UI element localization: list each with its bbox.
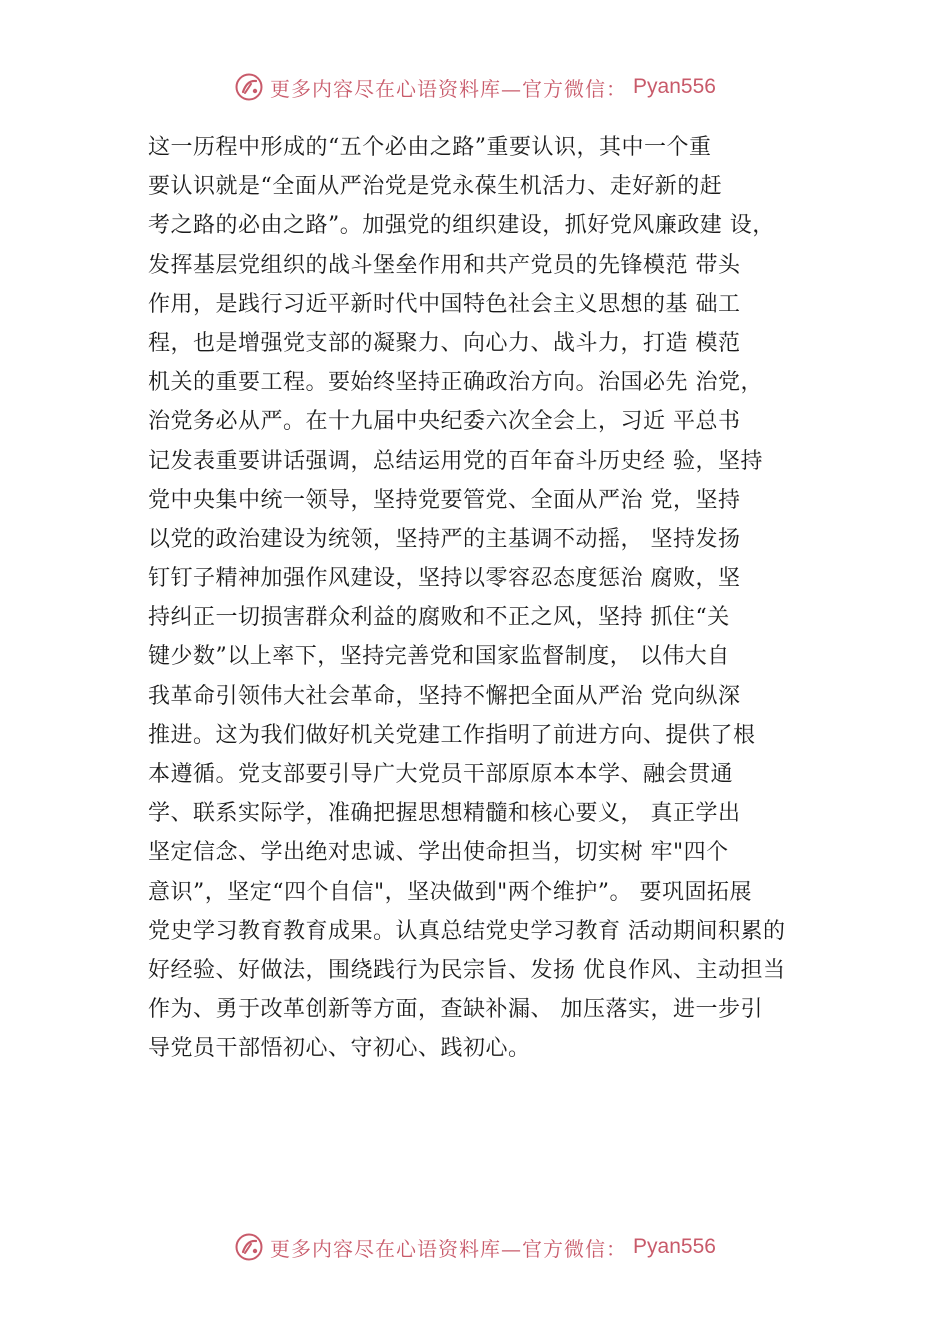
header-wechat-id: Pyan556: [633, 75, 716, 98]
text-line: 考之路的必由之路”。加强党的组织建设，抓好党风廉政建 设，: [148, 213, 775, 239]
text-line: 学、联系实际学，准确把握思想精髓和核心要义， 真正学出: [148, 801, 741, 827]
text-line: 发挥基层党组织的战斗堡垒作用和共产党员的先锋模范 带头: [148, 252, 741, 278]
document-body: [148, 128, 848, 1069]
footer-banner: [0, 1232, 950, 1262]
text-line: 要认识就是“全面从严治党是党永葆生机活力、走好新的赶: [148, 174, 723, 200]
text-line: 机关的重要工程。要始终坚持正确政治方向。治国必先 治党，: [148, 370, 763, 396]
footer-wechat-id: Pyan556: [633, 1235, 716, 1258]
text-line: 坚定信念、学出绝对忠诚、学出使命担当，切实树 牢"四个: [148, 840, 729, 866]
brand-logo-icon: [234, 1232, 264, 1262]
text-line: 党中央集中统一领导，坚持党要管党、全面从严治 党，坚持: [148, 487, 741, 513]
text-line: 导党员干部悟初心、守初心、践初心。: [148, 1036, 531, 1062]
text-line: 意识”，坚定“四个自信"，坚决做到"两个维护”。 要巩固拓展: [148, 879, 752, 905]
text-line: 好经验、好做法，围绕践行为民宗旨、发扬 优良作风、主动担当: [148, 957, 786, 983]
text-line: 键少数”以上率下，坚持完善党和国家监督制度， 以伟大自: [148, 644, 730, 670]
text-line: 党史学习教育教育成果。认真总结党史学习教育 活动期间积累的: [148, 918, 786, 944]
text-line: 以党的政治建设为统领，坚持严的主基调不动摇， 坚持发扬: [148, 526, 741, 552]
header-banner: [0, 72, 950, 102]
text-line: 我革命引领伟大社会革命，坚持不懈把全面从严治 党向纵深: [148, 683, 741, 709]
text-line: 治党务必从严。在十九届中央纪委六次全会上，习近 平总书: [148, 409, 741, 435]
text-line: 持纠正一切损害群众利益的腐败和不正之风，坚持 抓住“关: [148, 605, 730, 631]
text-line: 这一历程中形成的“五个必由之路”重要认识，其中一个重: [148, 135, 712, 160]
text-line: 作为、勇于改革创新等方面，查缺补漏、 加压落实，进一步引: [148, 997, 763, 1023]
brand-logo-icon: [234, 72, 264, 102]
text-line: 程，也是增强党支部的凝聚力、向心力、战斗力，打造 模范: [148, 330, 741, 356]
text-line: 记发表重要讲话强调，总结运用党的百年奋斗历史经 验，坚持: [148, 448, 763, 474]
header-banner-text: 更多内容尽在心语资料库—官方微信：: [270, 76, 628, 101]
footer-banner-text: 更多内容尽在心语资料库—官方微信：: [270, 1236, 628, 1261]
text-line: 钉钉子精神加强作风建设，坚持以零容忍态度惩治 腐败，坚: [148, 566, 741, 592]
text-line: 推进。这为我们做好机关党建工作指明了前进方向、提供了根: [148, 722, 756, 748]
text-line: 本遵循。党支部要引导广大党员干部原原本本学、融会贯通: [148, 762, 734, 787]
text-line: 作用，是践行习近平新时代中国特色社会主义思想的基 础工: [148, 291, 741, 317]
